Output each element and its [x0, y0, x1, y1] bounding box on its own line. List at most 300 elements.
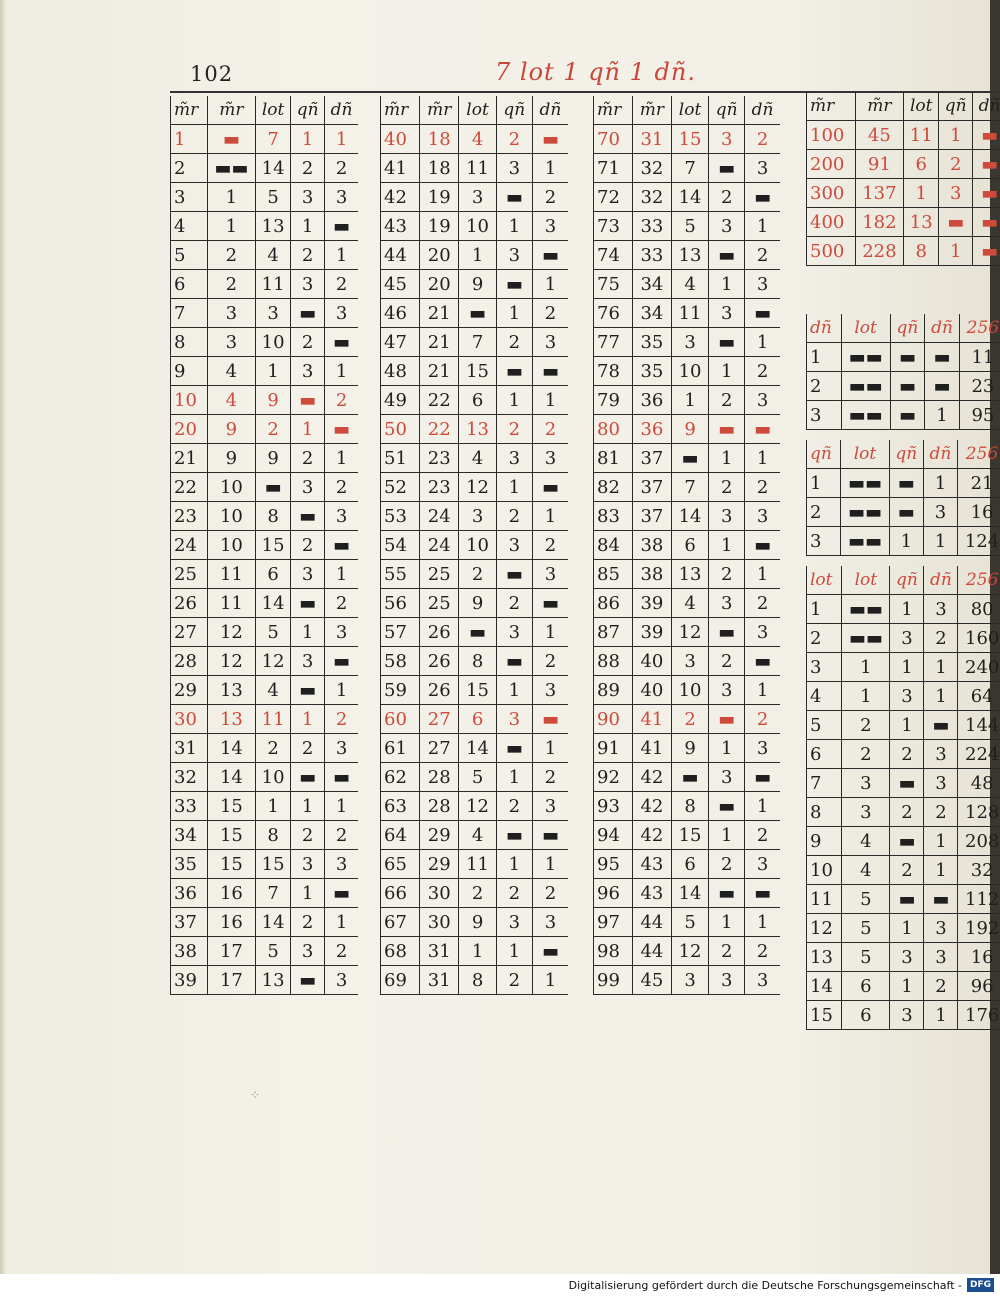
- table-cell: 1: [325, 676, 358, 705]
- table-cell: 3: [532, 212, 568, 241]
- table-cell: 69: [381, 966, 420, 995]
- table-cell: 92: [594, 763, 633, 792]
- table-cell: 65: [381, 850, 420, 879]
- table-column-4-hundreds: [806, 92, 1000, 266]
- table-cell: ▬: [939, 208, 973, 237]
- table-cell: 2: [709, 386, 745, 415]
- table-cell: 1: [807, 469, 841, 498]
- table-cell: 47: [381, 328, 420, 357]
- table-cell: 14: [671, 183, 708, 212]
- table-cell: ▬: [924, 711, 958, 740]
- table-cell: 3: [671, 647, 708, 676]
- table-cell: 6: [459, 386, 496, 415]
- table-column-3: [593, 96, 780, 995]
- table-cell: 3: [532, 444, 568, 473]
- table-cell: ▬: [973, 179, 1000, 208]
- table-cell: 3: [745, 502, 780, 531]
- column-header-cell: qñ: [709, 96, 745, 125]
- table-cell: 10: [171, 386, 208, 415]
- column-header-cell: dñ: [807, 314, 842, 343]
- table-cell: 3: [890, 682, 924, 711]
- table-cell: 13: [256, 212, 291, 241]
- table-cell: 1: [325, 908, 358, 937]
- table-cell: 7: [256, 879, 291, 908]
- table-cell: 3: [496, 908, 532, 937]
- table-cell: 10: [807, 856, 842, 885]
- table-cell: 8: [256, 502, 291, 531]
- column-header-cell: dñ: [925, 314, 960, 343]
- table-cell: 2: [745, 589, 780, 618]
- table-cell: 6: [171, 270, 208, 299]
- table-cell: 84: [594, 531, 633, 560]
- table-cell: 27: [420, 705, 459, 734]
- table-cell: ▬▬: [841, 401, 890, 430]
- column-header-cell: m̃r: [594, 96, 633, 125]
- table-cell: 15: [459, 357, 496, 386]
- table-cell: 96: [958, 972, 1000, 1001]
- table-row: [807, 740, 1000, 769]
- table-cell: ▬: [325, 212, 358, 241]
- table-cell: 60: [381, 705, 420, 734]
- table-row: [171, 966, 359, 995]
- table-cell: 2: [256, 415, 291, 444]
- table-cell: 1: [745, 792, 780, 821]
- table-cell: 43: [632, 850, 671, 879]
- table-row: [381, 676, 569, 705]
- table-cell: 5: [171, 241, 208, 270]
- table-cell: 26: [420, 618, 459, 647]
- table-cell: 4: [459, 821, 496, 850]
- table-cell: 31: [420, 937, 459, 966]
- table-cell: 3: [532, 560, 568, 589]
- table-cell: 14: [256, 154, 291, 183]
- table-cell: 3: [890, 943, 924, 972]
- table-cell: 1: [890, 972, 924, 1001]
- table-cell: 2: [496, 589, 532, 618]
- table-cell: 3: [924, 769, 958, 798]
- table-cell: 2: [745, 125, 780, 154]
- table-cell: ▬: [890, 769, 924, 798]
- table-cell: 3: [496, 241, 532, 270]
- table-cell: 1: [532, 154, 568, 183]
- table-cell: ▬: [709, 705, 745, 734]
- table-row: [171, 647, 359, 676]
- table-cell: 21: [171, 444, 208, 473]
- table-cell: 1: [291, 415, 325, 444]
- table-cell: 14: [671, 879, 708, 908]
- table-cell: ▬: [973, 208, 1000, 237]
- table-row: [171, 589, 359, 618]
- table-cell: 14: [671, 502, 708, 531]
- table-cell: 31: [632, 125, 671, 154]
- table-row: [381, 183, 569, 212]
- table-column-1: [170, 96, 358, 995]
- column-header-cell: m̃r: [171, 96, 208, 125]
- table-cell: 1: [745, 676, 780, 705]
- table-cell: 3: [709, 589, 745, 618]
- column-header-cell: m̃r: [807, 92, 856, 121]
- table-cell: 12: [807, 914, 842, 943]
- table-row: [381, 531, 569, 560]
- column-header-cell: qñ: [890, 314, 925, 343]
- table-cell: 5: [671, 908, 708, 937]
- table-cell: 80: [594, 415, 633, 444]
- column-header-cell: qñ: [890, 566, 924, 595]
- table-cell: 1: [291, 879, 325, 908]
- table-cell: ▬: [532, 357, 568, 386]
- table-cell: 3: [291, 183, 325, 212]
- table-cell: 3: [745, 734, 780, 763]
- table-cell: 19: [420, 212, 459, 241]
- table-row: [171, 473, 359, 502]
- table-cell: 2: [496, 879, 532, 908]
- table-row: [171, 792, 359, 821]
- table-row: [807, 827, 1000, 856]
- table-header-row: [807, 92, 1000, 121]
- table-cell: 3: [291, 850, 325, 879]
- table-cell: 1: [532, 966, 568, 995]
- table-cell: ▬: [709, 241, 745, 270]
- table-row: [381, 560, 569, 589]
- table-header-row: [171, 96, 359, 125]
- table-cell: ▬▬: [207, 154, 255, 183]
- column-header-cell: dñ: [924, 566, 958, 595]
- table-cell: 1: [939, 237, 973, 266]
- column-header-cell: dñ: [973, 92, 1000, 121]
- table-cell: 28: [171, 647, 208, 676]
- table-cell: 37: [632, 502, 671, 531]
- table-row: [594, 734, 781, 763]
- table-cell: 1: [496, 676, 532, 705]
- table-row: [381, 328, 569, 357]
- table-cell: 1: [532, 386, 568, 415]
- table-cell: 31: [171, 734, 208, 763]
- table-cell: 13: [904, 208, 939, 237]
- table-cell: ▬▬: [841, 527, 890, 556]
- table-cell: 2: [745, 473, 780, 502]
- table-cell: 11: [671, 299, 708, 328]
- table-row: [594, 241, 781, 270]
- table-cell: ▬: [532, 937, 568, 966]
- table-row: [807, 885, 1000, 914]
- table-cell: 54: [381, 531, 420, 560]
- table-cell: 37: [632, 473, 671, 502]
- table-cell: ▬: [291, 502, 325, 531]
- table-cell: 2: [291, 821, 325, 850]
- table-row: [381, 357, 569, 386]
- table-row: [381, 937, 569, 966]
- table-cell: 3: [745, 618, 780, 647]
- table-cell: 7: [459, 328, 496, 357]
- table-cell: 12: [459, 792, 496, 821]
- column-header-cell: m̃r: [855, 92, 904, 121]
- table-cell: 2: [842, 711, 890, 740]
- table-cell: ▬: [291, 676, 325, 705]
- table-cell: 1: [709, 908, 745, 937]
- table-cell: ▬: [671, 763, 708, 792]
- table-cell: 72: [594, 183, 633, 212]
- table-cell: 11: [904, 121, 939, 150]
- table-cell: 208: [958, 827, 1000, 856]
- gutter-shadow: [0, 0, 6, 1274]
- table-cell: 13: [207, 705, 255, 734]
- table-cell: 1: [459, 937, 496, 966]
- table-cell: 1: [709, 821, 745, 850]
- table-cell: 21: [420, 299, 459, 328]
- table-cell: 112: [958, 885, 1000, 914]
- table-cell: 21: [958, 469, 1000, 498]
- table-cell: ▬: [459, 299, 496, 328]
- table-cell: 2: [745, 357, 780, 386]
- table-cell: 3: [745, 966, 780, 995]
- table-row: [594, 850, 781, 879]
- table-cell: 45: [855, 121, 904, 150]
- table-cell: 46: [381, 299, 420, 328]
- table-cell: ▬: [745, 415, 780, 444]
- table-cell: 9: [207, 444, 255, 473]
- table-cell: 33: [632, 212, 671, 241]
- table-cell: 66: [381, 879, 420, 908]
- table-row: [807, 237, 1000, 266]
- table-cell: 38: [171, 937, 208, 966]
- table-cell: ▬: [973, 121, 1000, 150]
- table-cell: 42: [381, 183, 420, 212]
- table-cell: 2: [532, 647, 568, 676]
- table-cell: 3: [325, 299, 358, 328]
- table-cell: 3: [325, 734, 358, 763]
- table-cell: 1: [532, 270, 568, 299]
- table-cell: 3: [325, 183, 358, 212]
- table-cell: 128: [958, 798, 1000, 827]
- table-cell: 41: [381, 154, 420, 183]
- table-cell: 3: [745, 850, 780, 879]
- table-cell: 13: [671, 560, 708, 589]
- table-cell: 9: [807, 827, 842, 856]
- table-row: [171, 763, 359, 792]
- table-cell: 94: [594, 821, 633, 850]
- table-cell: 3: [532, 328, 568, 357]
- table-row: [594, 531, 781, 560]
- table-cell: 1: [807, 595, 842, 624]
- table-cell: 2: [709, 560, 745, 589]
- table-cell: 2: [496, 415, 532, 444]
- table-row: [807, 1001, 1000, 1030]
- table-cell: 33: [171, 792, 208, 821]
- table-cell: ▬: [889, 498, 923, 527]
- table-row: [171, 821, 359, 850]
- table-cell: 20: [420, 270, 459, 299]
- table-cell: ▬: [745, 763, 780, 792]
- table-cell: 13: [256, 966, 291, 995]
- table-cell: 1: [842, 682, 890, 711]
- table-cell: 3: [207, 299, 255, 328]
- table-cell: 38: [632, 560, 671, 589]
- table-cell: 1: [532, 850, 568, 879]
- table-cell: 400: [807, 208, 856, 237]
- table-cell: 2: [745, 937, 780, 966]
- table-cell: 2: [496, 125, 532, 154]
- table-cell: 3: [924, 943, 958, 972]
- table-cell: 39: [171, 966, 208, 995]
- table-cell: 23: [420, 473, 459, 502]
- table-row: [171, 937, 359, 966]
- table-cell: ▬: [924, 885, 958, 914]
- table-row: [594, 212, 781, 241]
- table-cell: 13: [207, 676, 255, 705]
- table-cell: 15: [671, 125, 708, 154]
- table-cell: ▬: [890, 401, 925, 430]
- table-cell: 11: [256, 705, 291, 734]
- table-cell: 26: [171, 589, 208, 618]
- table-cell: 3: [496, 618, 532, 647]
- table-cell: 29: [171, 676, 208, 705]
- table-cell: 2: [459, 560, 496, 589]
- table-cell: 2: [207, 241, 255, 270]
- table-cell: 35: [632, 328, 671, 357]
- table-row: [171, 328, 359, 357]
- table-row: [171, 444, 359, 473]
- table-cell: 9: [171, 357, 208, 386]
- table-cell: 3: [325, 850, 358, 879]
- table-cell: 31: [420, 966, 459, 995]
- table-cell: ▬▬: [841, 372, 890, 401]
- table-cell: 43: [381, 212, 420, 241]
- table-cell: 2: [807, 498, 841, 527]
- table-cell: 4: [256, 241, 291, 270]
- table-cell: 16: [207, 908, 255, 937]
- table-cell: 36: [171, 879, 208, 908]
- table-cell: ▬: [256, 473, 291, 502]
- column-header-cell: 256: [958, 440, 1000, 469]
- column-header-cell: qñ: [939, 92, 973, 121]
- table-cell: 55: [381, 560, 420, 589]
- table-cell: 1: [496, 299, 532, 328]
- table-cell: 182: [855, 208, 904, 237]
- table-cell: 1: [207, 212, 255, 241]
- table-cell: 3: [291, 937, 325, 966]
- column-header-cell: lot: [671, 96, 708, 125]
- table-cell: 42: [632, 821, 671, 850]
- table-cell: ▬: [709, 792, 745, 821]
- dfg-logo-icon: DFG: [967, 1278, 994, 1292]
- table-row: [381, 444, 569, 473]
- table-row: [171, 154, 359, 183]
- page-heading: 7 lot 1 qñ 1 dñ.: [495, 58, 696, 86]
- table-cell: 23: [171, 502, 208, 531]
- table-row: [381, 212, 569, 241]
- table-cell: 3: [709, 212, 745, 241]
- table-cell: 32: [632, 183, 671, 212]
- table-row: [381, 792, 569, 821]
- table-cell: 1: [325, 357, 358, 386]
- table-row: [381, 763, 569, 792]
- table-cell: 89: [594, 676, 633, 705]
- table-cell: 1: [291, 618, 325, 647]
- table-row: [171, 415, 359, 444]
- table-cell: 44: [632, 937, 671, 966]
- table-cell: 1: [325, 125, 358, 154]
- table-cell: 3: [745, 270, 780, 299]
- table-cell: ▬: [532, 241, 568, 270]
- table-row: [171, 618, 359, 647]
- table-cell: 2: [532, 763, 568, 792]
- table-row: [381, 589, 569, 618]
- table-cell: ▬: [709, 328, 745, 357]
- table-cell: 3: [807, 527, 841, 556]
- table-cell: 2: [291, 444, 325, 473]
- table-cell: 35: [171, 850, 208, 879]
- table-row: [171, 531, 359, 560]
- table-cell: 2: [496, 502, 532, 531]
- table-cell: 7: [171, 299, 208, 328]
- table-cell: 4: [842, 856, 890, 885]
- table-cell: 11: [207, 589, 255, 618]
- table-cell: 2: [291, 154, 325, 183]
- table-cell: 1: [923, 527, 957, 556]
- table-cell: 1: [924, 1001, 958, 1030]
- table-cell: 3: [924, 595, 958, 624]
- table-cell: 4: [207, 386, 255, 415]
- table-cell: ▬: [496, 821, 532, 850]
- table-cell: 3: [256, 299, 291, 328]
- table-cell: 39: [632, 618, 671, 647]
- table-cell: 2: [709, 183, 745, 212]
- table-cell: 6: [256, 560, 291, 589]
- table-row: [381, 647, 569, 676]
- table-cell: 1: [207, 183, 255, 212]
- table-cell: ▬: [925, 343, 960, 372]
- table-cell: 5: [459, 763, 496, 792]
- table-cell: 3: [291, 473, 325, 502]
- table-cell: 64: [381, 821, 420, 850]
- table-cell: 500: [807, 237, 856, 266]
- table-row: [594, 357, 781, 386]
- table-cell: 61: [381, 734, 420, 763]
- table-cell: ▬: [973, 150, 1000, 179]
- table-cell: 8: [256, 821, 291, 850]
- table-cell: 5: [807, 711, 842, 740]
- table-cell: 176: [958, 1001, 1000, 1030]
- table-row: [171, 299, 359, 328]
- table-cell: 3: [807, 653, 842, 682]
- table-cell: 99: [594, 966, 633, 995]
- table-cell: 5: [671, 212, 708, 241]
- table-cell: 5: [842, 885, 890, 914]
- table-cell: 2: [325, 473, 358, 502]
- table-cell: ▬: [325, 763, 358, 792]
- table-cell: 3: [459, 183, 496, 212]
- table-row: [381, 502, 569, 531]
- table-cell: 4: [842, 827, 890, 856]
- table-row: [381, 125, 569, 154]
- table-cell: ▬: [496, 183, 532, 212]
- table-cell: 86: [594, 589, 633, 618]
- table-row: [807, 798, 1000, 827]
- table-cell: 1: [939, 121, 973, 150]
- table-cell: 1: [745, 212, 780, 241]
- table-column-4-dn: [806, 314, 1000, 430]
- table-cell: 2: [709, 647, 745, 676]
- table-cell: 3: [291, 357, 325, 386]
- table-row: [381, 908, 569, 937]
- table-cell: 4: [807, 682, 842, 711]
- table-cell: 124: [958, 527, 1000, 556]
- table-cell: 2: [745, 705, 780, 734]
- table-cell: 1: [496, 386, 532, 415]
- table-cell: 85: [594, 560, 633, 589]
- table-cell: 1: [890, 595, 924, 624]
- table-cell: 8: [171, 328, 208, 357]
